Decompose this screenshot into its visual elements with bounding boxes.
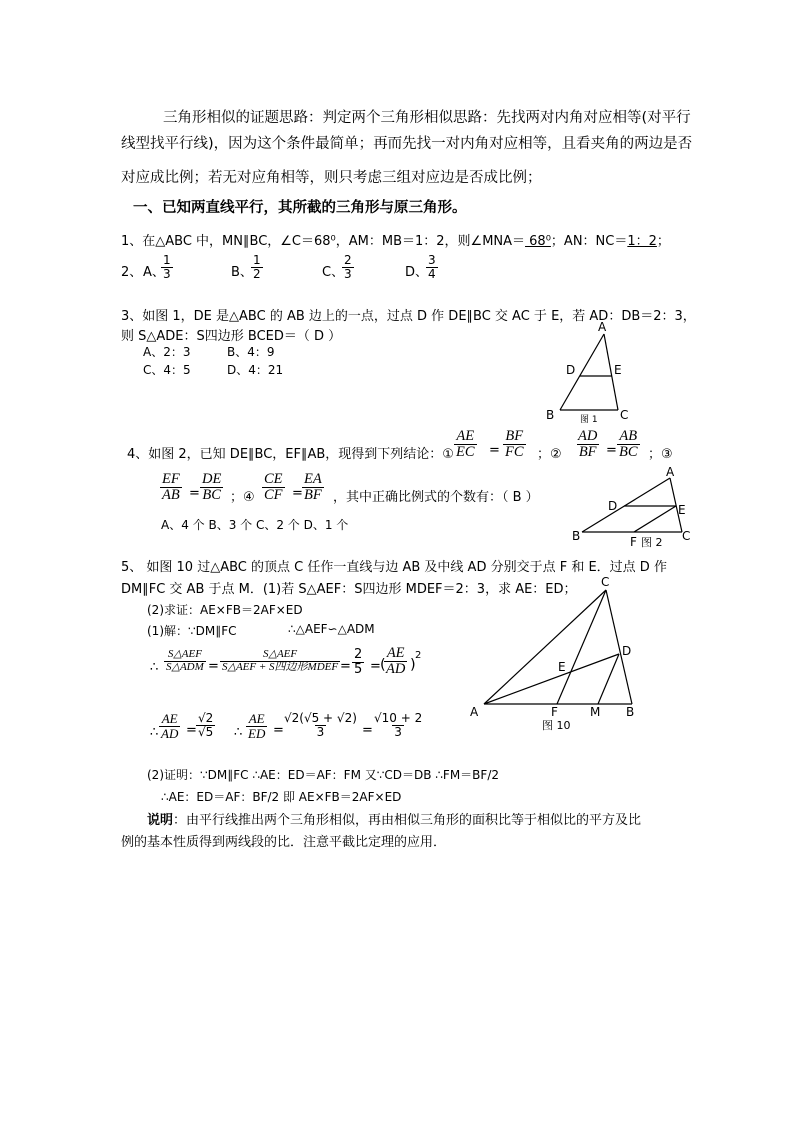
eq1-ratio-2: S△AEF S△AEF + S四边形MDEF (222, 648, 339, 673)
q4-fraction-4: $\frac{AB}{BC}$ (619, 428, 638, 461)
q1-text-c: ； (656, 234, 670, 249)
eq1-paren-open: ( (380, 657, 386, 673)
q1-text-b: ；AN：NC＝ (550, 234, 628, 249)
eq2-equals-1: = (186, 723, 197, 738)
q2-option-c-label: C、 (322, 265, 345, 280)
q5-line-2: DM∥FC 交 AB 于点 M．(1)若 S△AEF：S四边形 MDEF＝2：3，求 AE：ED； (121, 582, 577, 597)
fig2-label-a: A (666, 466, 675, 479)
q1-answer-2: 1：2 (627, 234, 657, 249)
intro-line-3: 对应成比例；若无对应角相等，则只考虑三组对应边是否成比例； (121, 170, 542, 186)
q4-sep-3: ；④ (230, 490, 255, 505)
q1-answer-1: 68⁰ (525, 234, 551, 249)
q4-fraction-1: $\frac{AE}{EC}$ (456, 428, 475, 461)
note-label: 说明 (147, 813, 174, 828)
fig10-label-e: E (558, 660, 566, 674)
q4-options: A、4 个 B、3 个 C、2 个 D、1 个 (161, 518, 349, 532)
eq2-therefore-2: ∴ (234, 725, 243, 740)
q3-line-2: 则 S△ADE：S四边形 BCED＝（ D ） (121, 329, 342, 344)
eq1-paren-close: ) (410, 657, 416, 673)
q2-prefix: 2、 (121, 265, 143, 280)
q4-fraction-3: $\frac{AD}{BF}$ (578, 428, 598, 461)
note-line-1 (147, 809, 641, 828)
q4-fraction-8: $\frac{EA}{BF}$ (304, 471, 322, 504)
fig10-label-b: B (626, 705, 635, 719)
fig10-label-d: D (622, 644, 632, 658)
q4-sep-2: ；③ (648, 447, 673, 462)
eq1-therefore: ∴ (150, 660, 159, 675)
q5-proof-2: ∴AE：ED＝AF：BF/2 即 AE×FB＝2AF×ED (161, 790, 402, 804)
q5-line-1: 5、 如图 10 过△ABC 的顶点 C 任作一直线与边 AB 及中线 AD 分别交于点 F 和 E．过点 D 作 (121, 560, 667, 575)
q3-line-1: 3、如图 1，DE 是△ABC 的 AB 边上的一点，过点 D 作 DE∥BC 交 AC 于 E，若 AD：DB＝2：3， (121, 309, 696, 324)
eq1-ratio-1: S△AEF S△ADM (166, 648, 204, 673)
figure-1 (540, 318, 640, 428)
q4-fraction-7: $\frac{CE}{CF}$ (264, 471, 283, 504)
fig1-label-b: B (546, 408, 555, 422)
eq1-ratio-4: $\frac{AE}{AD}$ (386, 645, 406, 678)
q2-option-d-fraction: $\frac{3}{4}$ (428, 253, 436, 281)
fig10-label-m: M (590, 705, 601, 719)
eq2-ratio-1: $\frac{AE}{AD}$ (161, 711, 179, 741)
q2-option-a-label: A、 (143, 265, 165, 280)
eq2-ratio-2: $\frac{√2}{√5}$ (198, 711, 214, 739)
eq1-square: 2 (415, 650, 422, 661)
q3-option-c: C、4：5 (143, 363, 191, 377)
q4-eq-2: = (606, 443, 617, 458)
eq2-equals-2: = (273, 723, 284, 738)
figure-10 (462, 570, 642, 740)
question-1 (121, 230, 670, 249)
q3-option-b: B、4：9 (227, 345, 275, 359)
q4-fraction-5: $\frac{EF}{AB}$ (162, 471, 180, 504)
fig1-label-d: D (566, 363, 576, 377)
fig2-label-d: D (608, 499, 618, 513)
q5-line-3: (2)求证：AE×FB＝2AF×ED (147, 603, 303, 617)
fig2-caption: 图 2 (641, 536, 663, 549)
fig1-label-c: C (620, 408, 629, 422)
note-line-2: 例的基本性质得到两线段的比．注意平截比定理的应用． (121, 835, 447, 850)
fig1-caption: 图 1 (580, 415, 598, 425)
q3-option-a: A、2：3 (143, 345, 191, 359)
eq1-equals-3: = (370, 659, 381, 674)
q2-option-d-label: D、 (405, 265, 429, 280)
eq2-therefore: ∴ (150, 725, 159, 740)
eq1-ratio-3: $\frac{2}{5}$ (354, 647, 363, 677)
intro-line-2: 线型找平行线)，因为这个条件最简单；再而先找一对内角对应相等，且看夹角的两边是否 (121, 136, 693, 152)
q4-tail: ，其中正确比例式的个数有：（ B ） (333, 490, 539, 505)
eq1-equals-1: = (208, 659, 219, 674)
note-text-1: 由平行线推出两个三角形相似，再由相似三角形的面积比等于相似比的平方及比 (186, 813, 642, 828)
q4-eq-3: = (189, 486, 200, 501)
q4-lead: 4、如图 2，已知 DE∥BC，EF∥AB，现得到下列结论：① (127, 447, 454, 462)
q5-solution-1: (1)解：∵DM∥FC (147, 624, 237, 638)
q4-eq-1: = (489, 443, 500, 458)
q4-fraction-2: $\frac{BF}{FC}$ (505, 428, 524, 461)
eq1-equals-2: = (340, 659, 351, 674)
q2-option-c-fraction: $\frac{2}{3}$ (344, 253, 352, 281)
fig10-label-c: C (601, 575, 610, 589)
eq2-ratio-5: $\frac{√10 + 2}{3}$ (374, 711, 423, 739)
q5-solution-1b: ∴△AEF∽△ADM (288, 622, 375, 636)
q2-option-a-fraction: $\frac{1}{3}$ (163, 253, 171, 281)
fig2-label-b: B (572, 529, 581, 543)
figure-2 (568, 466, 698, 552)
fig10-caption: 图 10 (542, 719, 571, 732)
note-colon: ： (173, 813, 187, 828)
fig10-label-f: F (551, 705, 558, 719)
q2-option-b-fraction: $\frac{1}{2}$ (253, 253, 261, 281)
fig1-label-e: E (614, 363, 622, 377)
eq2-equals-3: = (362, 723, 373, 738)
q2-option-b-label: B、 (231, 265, 253, 280)
q4-eq-4: = (292, 486, 303, 501)
fig2-label-f: F (630, 535, 637, 549)
q1-text-a: 1、在△ABC 中，MN∥BC，∠C＝68⁰，AM：MB＝1：2，则∠MNA＝ (121, 234, 526, 249)
fig2-label-e: E (678, 503, 686, 517)
q4-sep-1: ；② (537, 447, 562, 462)
intro-line-1: 三角形相似的证题思路：判定两个三角形相似思路：先找两对内角对应相等(对平行 (163, 110, 691, 126)
q4-fraction-6: $\frac{DE}{BC}$ (202, 471, 222, 504)
q5-proof-1: (2)证明：∵DM∥FC ∴AE：ED＝AF：FM 又∵CD＝DB ∴FM＝BF/2 (147, 768, 499, 782)
fig2-label-c: C (682, 529, 691, 543)
fig10-label-a: A (470, 705, 479, 719)
eq2-ratio-3: $\frac{AE}{ED}$ (248, 711, 266, 741)
eq2-ratio-4: $\frac{√2(√5 + √2)}{3}$ (284, 711, 357, 739)
fig1-label-a: A (598, 320, 607, 334)
q3-option-d: D、4：21 (227, 363, 284, 377)
section-title: 一、已知两直线平行，其所截的三角形与原三角形。 (133, 200, 467, 216)
